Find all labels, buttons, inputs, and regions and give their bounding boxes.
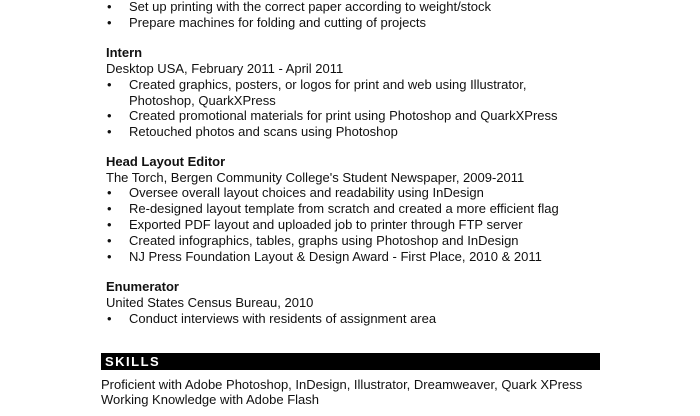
list-item: • Conduct interviews with residents of assignment area	[107, 311, 437, 326]
job-title: Intern	[106, 45, 143, 60]
bullet-icon: •	[107, 233, 112, 248]
skills-text: Proficient with Adobe Photoshop, InDesign, Illustrator, Dreamweaver, Quark XPress	[101, 377, 583, 392]
bullet-icon: •	[107, 108, 112, 123]
bullet-icon: •	[107, 124, 112, 139]
section-header-skills	[101, 353, 600, 370]
list-item: • Created infographics, tables, graphs using Photoshop and InDesign	[107, 233, 519, 248]
list-item: • NJ Press Foundation Layout & Design Award - First Place, 2010 & 2011	[107, 249, 542, 264]
bullet-icon: •	[107, 311, 112, 326]
list-item: • Exported PDF layout and uploaded job to printer through FTP server	[107, 217, 523, 232]
bullet-icon: •	[107, 15, 112, 30]
list-item: • Oversee overall layout choices and readability using InDesign	[107, 185, 484, 200]
list-item: • Set up printing with the correct paper according to weight/stock	[107, 0, 492, 14]
bullet-icon: •	[107, 217, 112, 232]
job-title: Head Layout Editor	[106, 154, 226, 169]
list-item: • Created graphics, posters, or logos for print and web using Illustrator,	[107, 77, 527, 92]
bullet-icon: •	[107, 0, 112, 14]
bullet-icon: •	[107, 249, 112, 264]
job-organization: United States Census Bureau, 2010	[106, 295, 314, 310]
list-item: • Created promotional materials for print using Photoshop and QuarkXPress	[107, 108, 558, 123]
list-item-continuation: Photoshop, QuarkXPress	[129, 93, 276, 108]
bullet-icon: •	[107, 77, 112, 92]
list-item: • Prepare machines for folding and cutting of projects	[107, 15, 427, 30]
job-organization: Desktop USA, February 2011 - April 2011	[106, 61, 344, 76]
skills-text: Working Knowledge with Adobe Flash	[101, 392, 319, 407]
list-item: • Re-designed layout template from scratch and created a more efficient flag	[107, 201, 559, 216]
job-title: Enumerator	[106, 279, 179, 294]
bullet-icon: •	[107, 201, 112, 216]
section-heading: SKILLS	[105, 354, 161, 369]
bullet-icon: •	[107, 185, 112, 200]
job-organization: The Torch, Bergen Community College's Student Newspaper, 2009-2011	[106, 170, 525, 185]
list-item: • Retouched photos and scans using Photoshop	[107, 124, 398, 139]
